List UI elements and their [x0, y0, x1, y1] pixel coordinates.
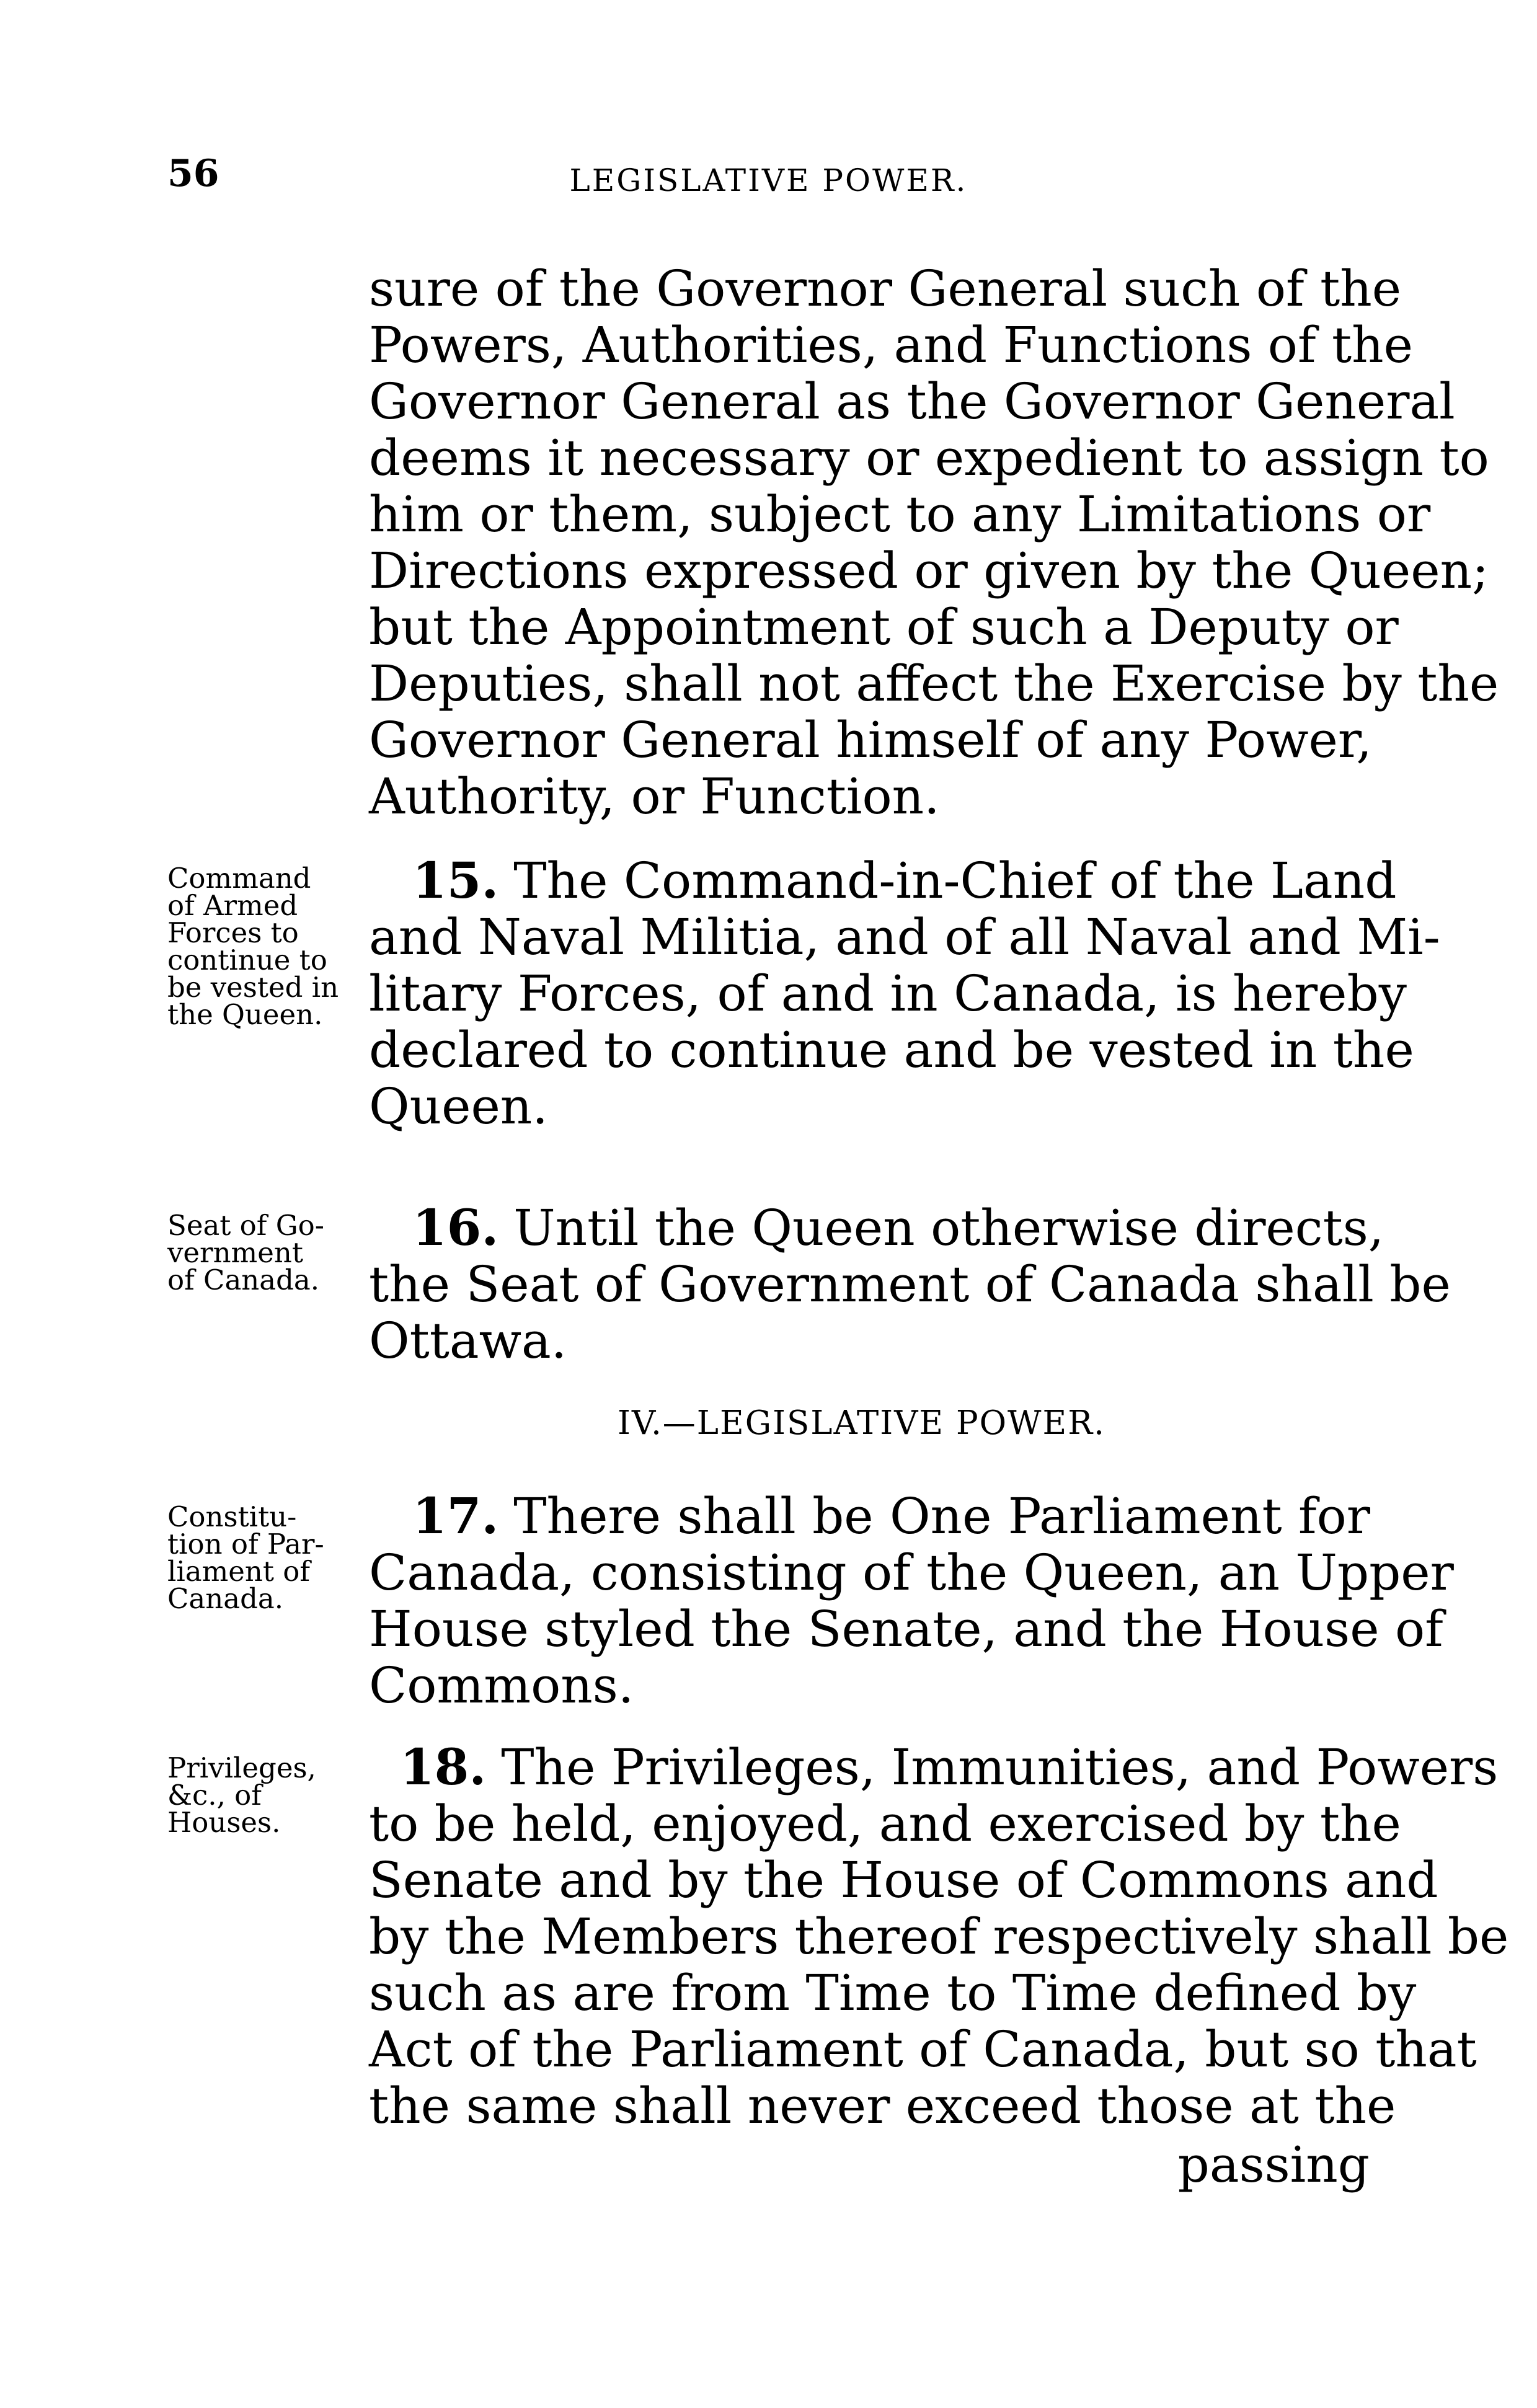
margin-note-line: the Queen.	[167, 998, 323, 1031]
text-line: Powers, Authorities, and Functions of the	[369, 316, 1414, 374]
text-line: the Seat of Government of Canada shall be	[369, 1255, 1451, 1313]
running-head: LEGISLATIVE POWER.	[569, 162, 968, 198]
margin-note-section-15	[167, 862, 366, 1031]
section-number: 16.	[412, 1198, 499, 1257]
section-number: 17.	[412, 1487, 499, 1545]
text-line: deems it necessary or expedient to assign to	[369, 429, 1489, 487]
continuation-paragraph	[369, 260, 1499, 825]
text-line: There shall be One Parliament for	[513, 1487, 1370, 1545]
text-line: and Naval Militia, and of all Naval and Mi-	[369, 908, 1440, 966]
text-line: Act of the Parliament of Canada, but so that	[369, 2021, 1477, 2078]
text-line: to be held, enjoyed, and exercised by the	[369, 1795, 1401, 1852]
margin-note-line: of Armed	[167, 889, 298, 922]
margin-note-line: continue to	[167, 944, 327, 976]
part-heading: IV.—LEGISLATIVE POWER.	[618, 1404, 1105, 1442]
margin-note-section-17	[167, 1500, 366, 1615]
margin-note-line: Seat of Go-	[167, 1209, 324, 1242]
text-line: Canada, consisting of the Queen, an Upper	[369, 1544, 1454, 1601]
section-number: 18.	[400, 1738, 487, 1796]
text-line: Queen.	[369, 1078, 548, 1135]
catchword: passing	[1177, 2136, 1370, 2193]
margin-note-line: &c., of	[167, 1779, 262, 1812]
margin-note-line: of Canada.	[167, 1264, 320, 1296]
margin-note-section-18	[167, 1751, 366, 1839]
text-line: House styled the Senate, and the House of	[369, 1600, 1443, 1658]
margin-note-line: Constitu-	[167, 1500, 297, 1533]
section-18	[369, 1738, 1509, 2135]
margin-note-line: Command	[167, 862, 311, 895]
text-line: Commons.	[369, 1657, 634, 1714]
section-15	[369, 851, 1440, 1135]
text-line: The Command-in-Chief of the Land	[513, 852, 1397, 910]
margin-note-line: Privileges,	[167, 1751, 316, 1784]
margin-note-section-16	[167, 1209, 366, 1296]
section-17	[369, 1487, 1454, 1714]
text-line: Ottawa.	[369, 1312, 567, 1370]
text-line: the same shall never exceed those at the	[369, 2077, 1396, 2135]
text-line: The Privileges, Immunities, and Powers	[501, 1738, 1499, 1796]
page-number: 56	[167, 152, 219, 195]
text-line: Authority, or Function.	[369, 768, 940, 825]
text-line: but the Appointment of such a Deputy or	[369, 598, 1399, 656]
section-16	[369, 1198, 1451, 1370]
text-line: Governor General as the Governor General	[369, 373, 1455, 430]
text-line: Directions expressed or given by the Queen;	[369, 542, 1489, 600]
margin-note-line: liament of	[167, 1555, 311, 1588]
text-line: Until the Queen otherwise directs,	[513, 1199, 1384, 1257]
margin-note-line: tion of Par-	[167, 1528, 324, 1560]
text-line: litary Forces, of and in Canada, is hereby	[369, 965, 1407, 1022]
margin-note-line: Canada.	[167, 1582, 284, 1615]
text-line: by the Members thereof respectively shall be	[369, 1908, 1509, 1965]
margin-note-line: vernment	[167, 1236, 303, 1269]
section-number: 15.	[412, 851, 499, 910]
margin-note-line: Houses.	[167, 1806, 281, 1839]
text-line: sure of the Governor General such of the	[369, 260, 1402, 317]
text-line: Governor General himself of any Power,	[369, 711, 1372, 769]
text-line: Senate and by the House of Commons and	[369, 1851, 1438, 1909]
text-line: Deputies, shall not affect the Exercise by the	[369, 655, 1499, 712]
text-line: him or them, subject to any Limitations or	[369, 485, 1431, 543]
margin-note-line: Forces to	[167, 916, 299, 949]
margin-note-line: be vested in	[167, 971, 339, 1004]
text-line: declared to continue and be vested in the	[369, 1021, 1414, 1079]
text-line: such as are from Time to Time defined by	[369, 1964, 1417, 2022]
